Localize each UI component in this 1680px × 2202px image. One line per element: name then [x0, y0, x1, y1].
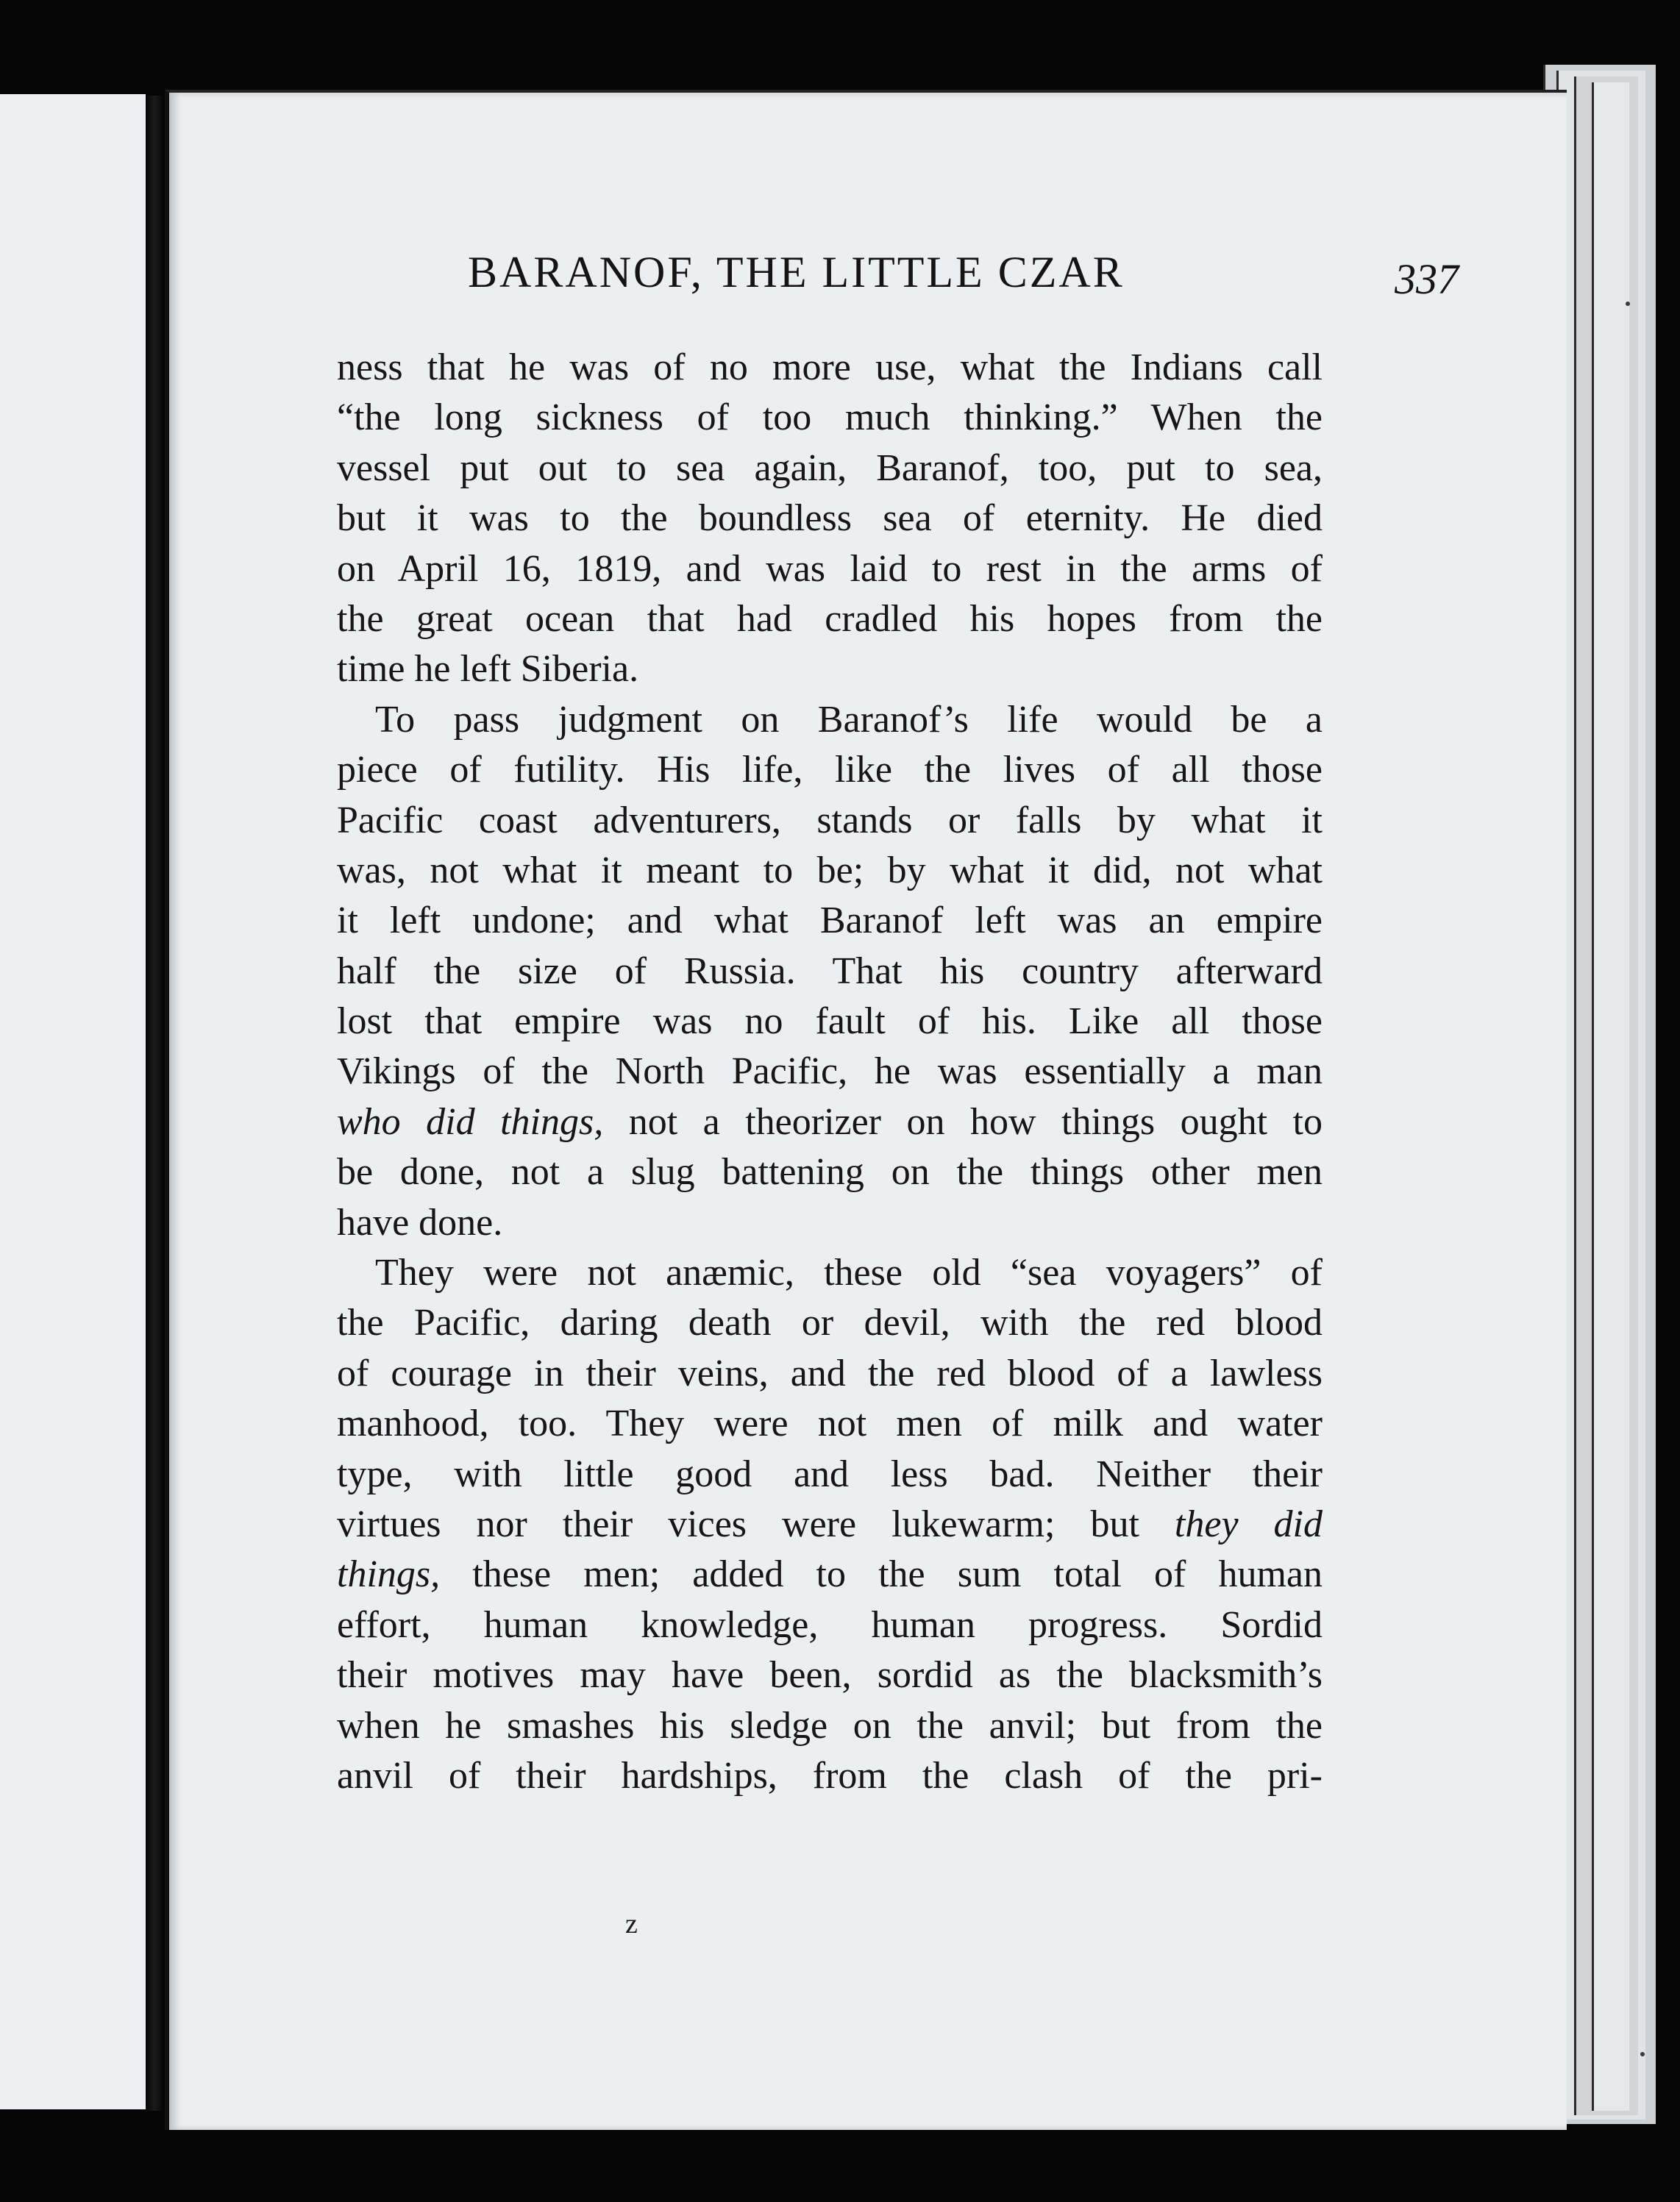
text-line: the great ocean that had cradled his hopes from the — [337, 597, 1323, 640]
book-gutter — [147, 96, 162, 2111]
text-line: was, not what it meant to be; by what it did, not what — [337, 849, 1323, 891]
text-line: effort, human knowledge, human progress. Sordid — [337, 1603, 1323, 1646]
text-line: it left undone; and what Baranof left was an empire — [337, 899, 1323, 942]
text-line: time he left Siberia. — [337, 648, 639, 691]
text-line: type, with little good and less bad. Neither their — [337, 1453, 1323, 1495]
text-line: be done, not a slug battening on the things other men — [337, 1151, 1323, 1194]
text-line: the Pacific, daring death or devil, with the red blood — [337, 1302, 1323, 1344]
text-line: Vikings of the North Pacific, he was essentially a man — [337, 1050, 1323, 1093]
text-line: when he smashes his sledge on the anvil; but from the — [337, 1704, 1323, 1747]
text-line: who did things, not a theorizer on how things ought to — [337, 1100, 1323, 1143]
text-line: on April 16, 1819, and was laid to rest in the arms of — [337, 547, 1323, 590]
italic-phrase: things, — [337, 1553, 441, 1596]
text-line: but it was to the boundless sea of eternity. He died — [337, 497, 1323, 540]
italic-phrase: who did things, — [337, 1100, 604, 1143]
italic-phrase: they did — [1139, 1503, 1323, 1545]
page-number: 337 — [1395, 255, 1459, 303]
text-line: manhood, too. They were not men of milk and water — [337, 1403, 1323, 1445]
text-line: They were not anæmic, these old “sea voyagers” of — [375, 1252, 1323, 1294]
text-line: vessel put out to sea again, Baranof, too, put to sea, — [337, 446, 1323, 489]
book-page — [165, 90, 1567, 2130]
text-line: virtues nor their vices were lukewarm; but they did — [337, 1503, 1323, 1545]
signature-mark: z — [625, 1909, 638, 1939]
page-edge — [1592, 82, 1629, 2111]
facing-page — [0, 94, 146, 2109]
running-head — [468, 247, 1498, 313]
text-line: ness that he was of no more use, what the Indians call — [337, 346, 1323, 388]
text-line: “the long sickness of too much thinking.” When the — [337, 396, 1323, 439]
scan-speck — [1626, 302, 1630, 306]
text-line: their motives may have been, sordid as the blacksmith’s — [337, 1654, 1323, 1697]
text-line: piece of futility. His life, like the lives of all those — [337, 749, 1323, 791]
text-line: of courage in their veins, and the red blood of a lawless — [337, 1352, 1323, 1394]
text-line: Pacific coast adventurers, stands or falls by what it — [337, 799, 1323, 841]
running-title: BARANOF, THE LITTLE CZAR — [468, 248, 1125, 296]
scan-speck — [1640, 2052, 1645, 2056]
text-line: anvil of their hardships, from the clash of the pri- — [337, 1754, 1323, 1797]
text-line: half the size of Russia. That his country afterward — [337, 949, 1323, 992]
text-line: To pass judgment on Baranof’s life would be a — [375, 698, 1323, 741]
text-line: things, these men; added to the sum total of human — [337, 1553, 1323, 1596]
text-line: lost that empire was no fault of his. Like all those — [337, 1000, 1323, 1043]
body-text — [337, 343, 1323, 1801]
text-line: have done. — [337, 1201, 503, 1244]
